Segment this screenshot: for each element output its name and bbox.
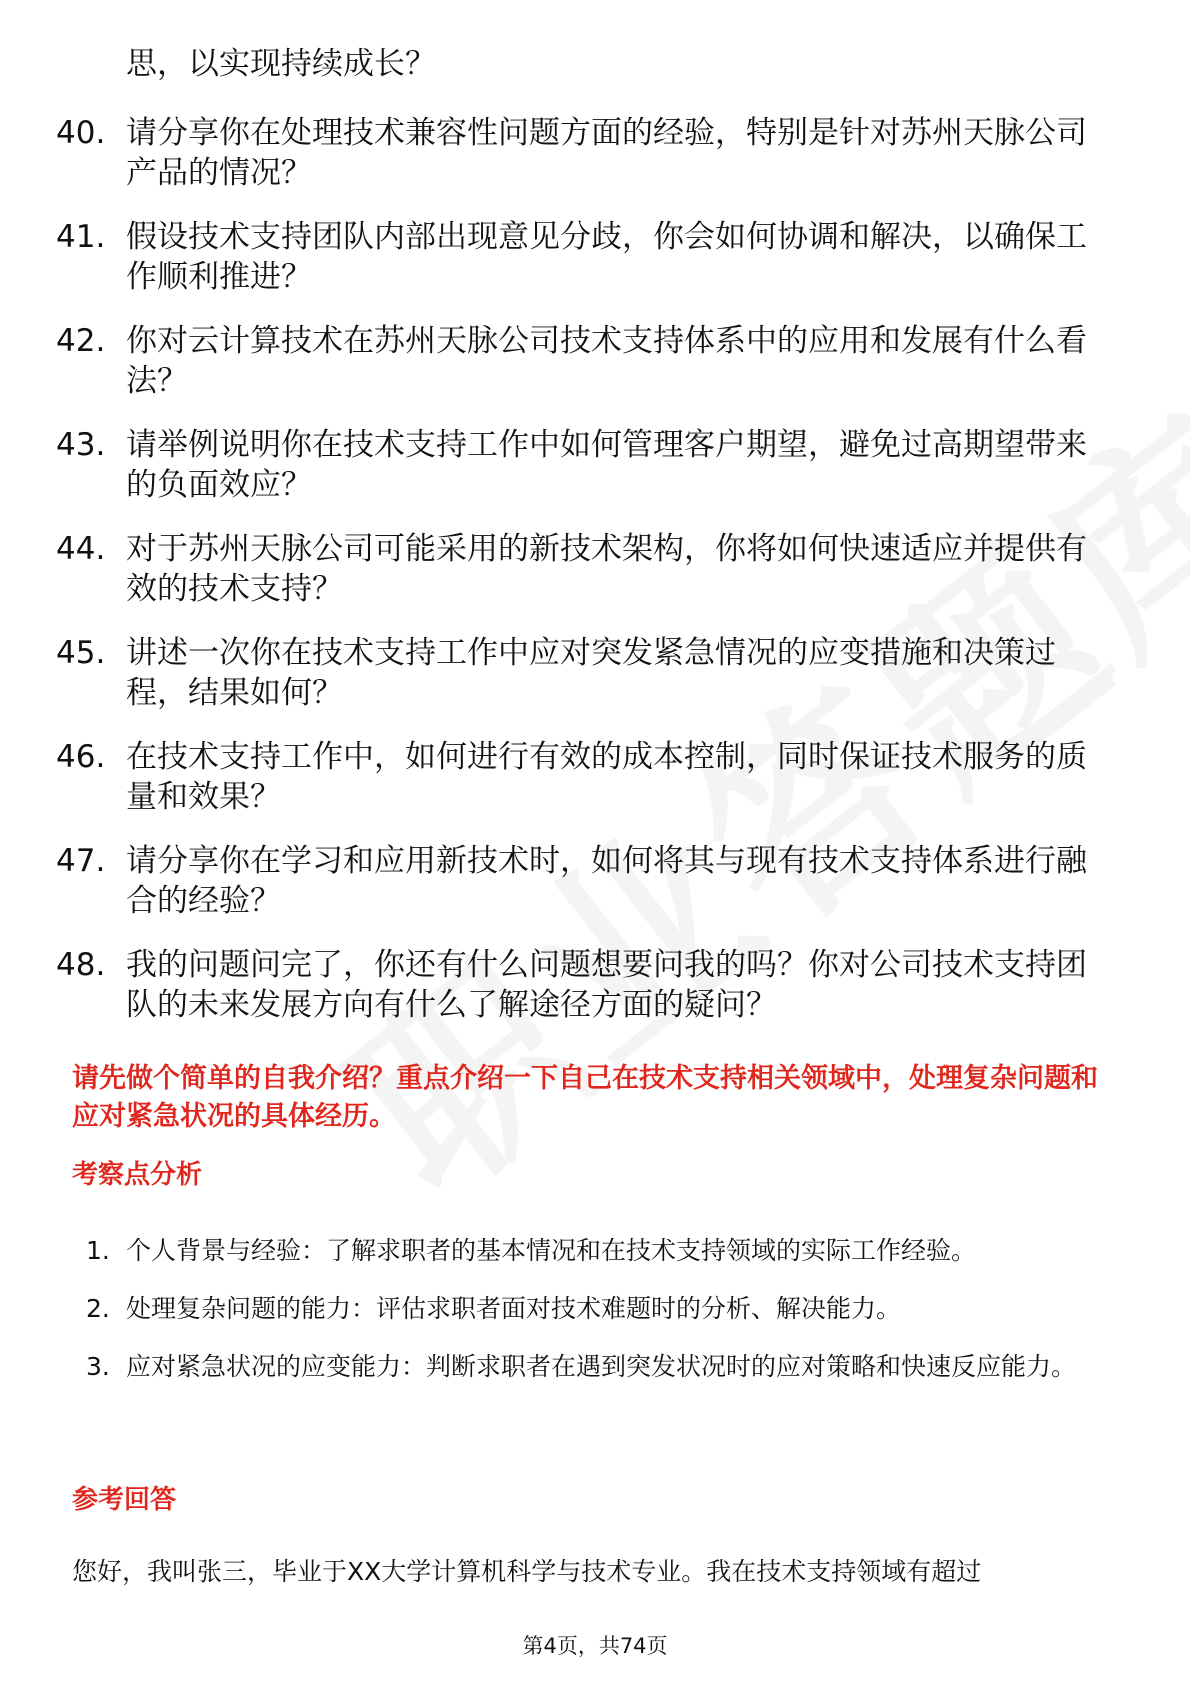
question-text: 请分享你在处理技术兼容性问题方面的经验，特别是针对苏州天脉公司产品的情况？ bbox=[126, 115, 1087, 191]
question-text: 对于苏州天脉公司可能采用的新技术架构，你将如何快速适应并提供有效的技术支持？ bbox=[126, 531, 1087, 607]
question-item bbox=[56, 425, 1106, 505]
question-list bbox=[56, 113, 1116, 1049]
question-text: 讲述一次你在技术支持工作中应对突发紧急情况的应变措施和决策过程，结果如何？ bbox=[126, 635, 1056, 711]
question-item bbox=[56, 945, 1106, 1025]
question-number: 45. bbox=[56, 635, 106, 671]
question-item bbox=[56, 633, 1106, 713]
question-number: 42. bbox=[56, 323, 106, 359]
page-footer: 第4页，共74页 bbox=[522, 1634, 668, 1658]
analysis-text: 应对紧急状况的应变能力：判断求职者在遇到突发状况时的应对策略和快速反应能力。 bbox=[126, 1352, 1077, 1381]
reference-answer-heading: 参考回答 bbox=[72, 1485, 177, 1515]
question-item bbox=[56, 841, 1106, 921]
analysis-list bbox=[86, 1222, 1116, 1396]
question-number: 40. bbox=[56, 115, 106, 151]
question-item bbox=[56, 321, 1106, 401]
analysis-item bbox=[86, 1222, 1106, 1280]
analysis-heading: 考察点分析 bbox=[72, 1160, 203, 1190]
question-item bbox=[56, 737, 1106, 817]
analysis-item bbox=[86, 1280, 1106, 1338]
question-item bbox=[56, 529, 1106, 609]
question-text: 请举例说明你在技术支持工作中如何管理客户期望，避免过高期望带来的负面效应？ bbox=[126, 427, 1087, 503]
question-text: 在技术支持工作中，如何进行有效的成本控制，同时保证技术服务的质量和效果？ bbox=[126, 739, 1087, 815]
question-number: 41. bbox=[56, 219, 106, 255]
continued-question-text: 思，以实现持续成长？ bbox=[126, 46, 436, 82]
question-number: 44. bbox=[56, 531, 106, 567]
question-text: 你对云计算技术在苏州天脉公司技术支持体系中的应用和发展有什么看法？ bbox=[126, 323, 1087, 399]
question-text: 假设技术支持团队内部出现意见分歧，你会如何协调和解决，以确保工作顺利推进？ bbox=[126, 219, 1087, 295]
question-number: 48. bbox=[56, 947, 106, 983]
question-item bbox=[56, 217, 1106, 297]
question-number: 47. bbox=[56, 843, 106, 879]
interview-question-title: 请先做个简单的自我介绍？重点介绍一下自己在技术支持相关领域中，处理复杂问题和应对紧急状况的具体经历。 bbox=[72, 1063, 1098, 1132]
analysis-number: 2. bbox=[86, 1294, 110, 1323]
question-text: 请分享你在学习和应用新技术时，如何将其与现有技术支持体系进行融合的经验？ bbox=[126, 843, 1087, 919]
analysis-item bbox=[86, 1338, 1106, 1396]
reference-answer-text: 您好，我叫张三，毕业于XX大学计算机科学与技术专业。我在技术支持领域有超过 bbox=[72, 1557, 982, 1586]
question-text: 我的问题问完了，你还有什么问题想要问我的吗？你对公司技术支持团队的未来发展方向有什么了解途径方面的疑问？ bbox=[126, 947, 1087, 1023]
question-number: 46. bbox=[56, 739, 106, 775]
question-number: 43. bbox=[56, 427, 106, 463]
analysis-number: 3. bbox=[86, 1352, 110, 1381]
question-item bbox=[56, 113, 1106, 193]
analysis-text: 个人背景与经验：了解求职者的基本情况和在技术支持领域的实际工作经验。 bbox=[126, 1236, 977, 1265]
analysis-number: 1. bbox=[86, 1236, 110, 1265]
analysis-text: 处理复杂问题的能力：评估求职者面对技术难题时的分析、解决能力。 bbox=[126, 1294, 902, 1323]
